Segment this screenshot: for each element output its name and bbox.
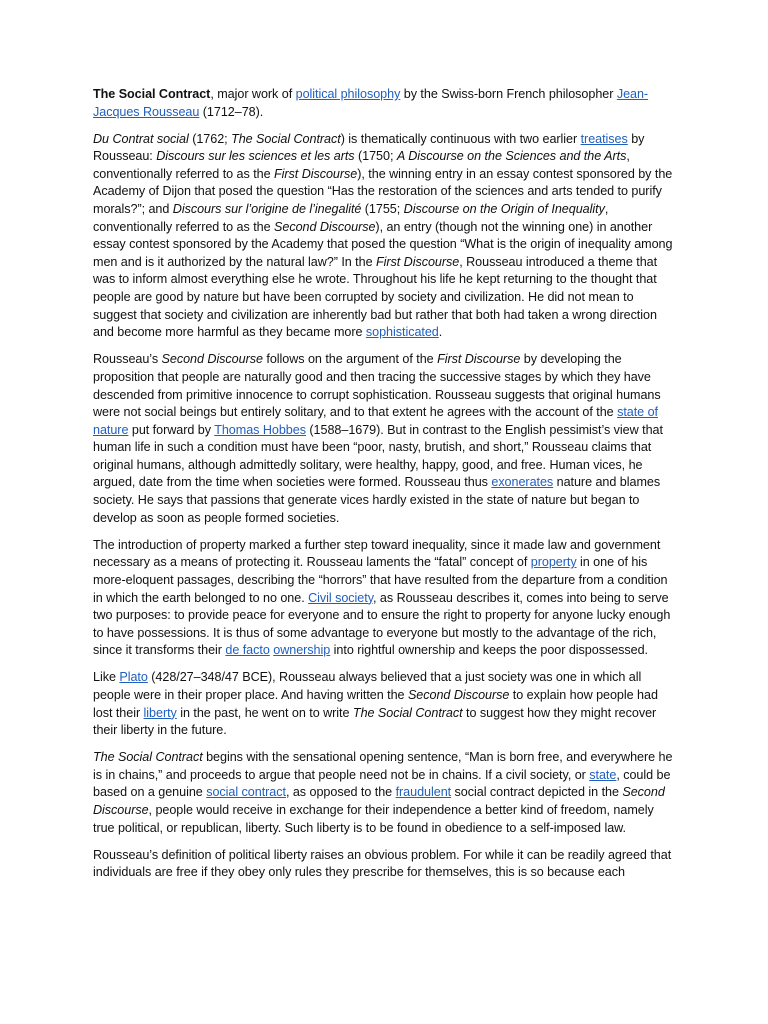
link-social-contract[interactable]: social contract	[206, 785, 286, 800]
link-plato[interactable]: Plato	[119, 670, 148, 685]
link-state-of-nature[interactable]: state of nature	[93, 405, 658, 437]
link-property[interactable]: property	[530, 555, 577, 570]
link-ownership[interactable]: ownership	[273, 643, 331, 658]
link-de-facto[interactable]: de facto	[225, 643, 270, 658]
paragraph-social-contract: The Social Contract begins with the sensational opening sentence, “Man is born free, and everywhere he is in chains,” and proceeds to argue that people need not be in chains. If a civil society, or state, could be based on a genuine social contract, as opposed to the fraudulent social contract depicted in the Second Discourse, people would receive in exchange for their independence a better kind of freedom, namely true political, or republican, liberty. Such liberty is to be found in obedience to a self-imposed law.	[93, 750, 673, 835]
link-civil-society[interactable]: Civil society	[308, 590, 374, 605]
paragraph-discourses: Du Contrat social (1762; The Social Contract) is thematically continuous with two earlier treatises by Rousseau: Discours sur les sciences et les arts (1750; A Discourse on the Sciences and the Arts, conventionally referred to as the First Discourse), the winning entry in an essay contest sponsored by the Academy of Dijon that posed the question “Has the restoration of the sciences and arts tended to purify morals?”; and Discours sur l’origine de l’inegalité (1755; Discourse on the Origin of Inequality, conventionally referred to as the Second Discourse), an entry (though not the winning one) in another essay contest sponsored by the Academy that posed the question “What is the origin of inequality among men and is it authorized by the natural law?” In the First Discourse, Rousseau introduced a theme that was to inform almost everything else he wrote. Throughout his life he kept returning to the thought that people are good by nature but have been corrupted by society and civilization. He did not mean to suggest that society and civilization are inherently bad but rather that both had taken a wrong direction and become more harmful as they became more sophisticated.	[93, 131, 673, 340]
link-liberty[interactable]: liberty	[143, 705, 177, 720]
paragraph-political-liberty: Rousseau’s definition of political liberty raises an obvious problem. For while it can be readily agreed that individuals are free if they obey only rules they prescribe for themselves, this is so because each	[93, 847, 672, 880]
paragraph-intro: The Social Contract, major work of political philosophy by the Swiss-born French philosopher Jean-Jacques Rousseau (1712–78).	[93, 87, 649, 119]
link-fraudulent[interactable]: fraudulent	[395, 785, 452, 800]
link-exonerates[interactable]: exonerates	[491, 475, 554, 490]
document-page	[93, 86, 676, 891]
work-title: The Social Contract	[93, 87, 211, 101]
link-sophisticated[interactable]: sophisticated	[365, 325, 439, 340]
link-treatises[interactable]: treatises	[580, 131, 628, 146]
link-state[interactable]: state	[589, 767, 617, 782]
paragraph-property: The introduction of property marked a further step toward inequality, since it made law and government necessary as a means of protecting it. Rousseau laments the “fatal” concept of property in one of his more-eloquent passages, describing the “horrors” that have resulted from the departure from a condition in which the earth belonged to no one. Civil society, as Rousseau describes it, comes into being to serve two purposes: to provide peace for everyone and to ensure the right to property for anyone lucky enough to have possessions. It is thus of some advantage to everyone but mostly to the advantage of the rich, since it transforms their de facto ownership into rightful ownership and keeps the poor dispossessed.	[93, 537, 671, 658]
link-thomas-hobbes[interactable]: Thomas Hobbes	[214, 422, 306, 437]
paragraph-second-discourse: Rousseau’s Second Discourse follows on the argument of the First Discourse by developing the proposition that people are naturally good and then tracing the successive stages by which they have descended from primitive innocence to corrupt sophistication. Rousseau suggests that original humans were not social beings but entirely solitary, and to that extent he agrees with the account of the state of nature put forward by Thomas Hobbes (1588–1679). But in contrast to the English pessimist’s view that human life in such a condition must have been “poor, nasty, brutish, and short,” Rousseau claims that original humans, although admittedly solitary, were healthy, happy, good, and free. Human vices, he argued, date from the time when societies were formed. Rousseau thus exonerates nature and blames society. He says that passions that generate vices hardly existed in the state of nature but began to develop as soon as people formed societies.	[93, 352, 663, 525]
paragraph-plato: Like Plato (428/27–348/47 BCE), Rousseau always believed that a just society was one in which all people were in their proper place. And having written the Second Discourse to explain how people had lost their liberty in the past, he went on to write The Social Contract to suggest how they might recover their liberty in the future.	[93, 670, 658, 738]
link-political-philosophy[interactable]: political philosophy	[295, 87, 401, 101]
link-rousseau[interactable]: Jean-Jacques Rousseau	[93, 87, 649, 119]
